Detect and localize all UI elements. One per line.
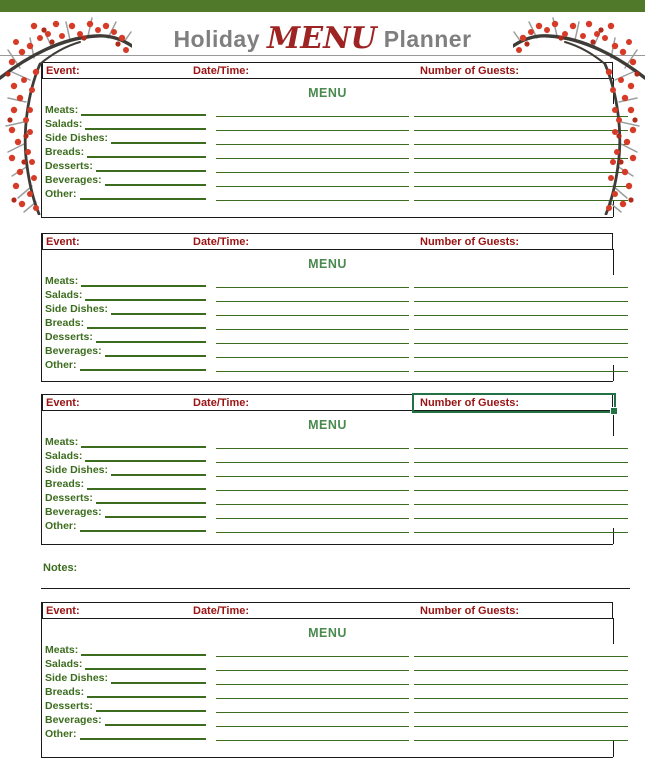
salads-field-col1[interactable] [45,657,206,670]
salads-input-line-2[interactable] [216,657,409,671]
meats-input-line-2[interactable] [216,643,409,657]
event-cell[interactable]: Event: [46,65,80,77]
menu-row-beverages [42,173,613,187]
sidedishes-input-line-2[interactable] [216,131,409,145]
salads-label: Salads: [45,289,83,301]
sidedishes-label: Side Dishes: [45,303,109,315]
meats-input-line-2[interactable] [216,103,409,117]
menu-row-salads [42,657,613,671]
other-input-line-2[interactable] [216,727,409,741]
desserts-input-line-1[interactable] [96,698,206,712]
desserts-label: Desserts: [45,492,93,504]
other-field-col1[interactable] [45,187,206,200]
desserts-input-line-2[interactable] [216,699,409,713]
page-title [0,20,645,55]
desserts-input-line-2[interactable] [216,159,409,173]
menu-row-desserts [42,159,613,173]
page-title-part2: Planner [383,26,472,52]
menu-row-desserts [42,699,613,713]
other-input-line-2[interactable] [216,187,409,201]
meats-label: Meats: [45,436,79,448]
menu-row-sidedishes [42,671,613,685]
menu-row-breads [42,477,613,491]
desserts-field-col1[interactable] [45,330,206,343]
breads-input-line-2[interactable] [216,145,409,159]
meats-input-line-1[interactable] [81,102,206,116]
breads-input-line-3[interactable] [414,477,628,491]
breads-field-col1[interactable] [45,685,206,698]
beverages-input-line-3[interactable] [414,344,628,358]
section-right-border-top [613,78,614,104]
breads-input-line-2[interactable] [216,685,409,699]
breads-field-col1[interactable] [45,477,206,490]
beverages-field-col1[interactable] [45,713,206,726]
beverages-input-line-2[interactable] [216,173,409,187]
desserts-input-line-3[interactable] [414,330,628,344]
sidedishes-input-line-3[interactable] [414,463,628,477]
breads-input-line-1[interactable] [87,315,206,329]
desserts-label: Desserts: [45,331,93,343]
section-header-row [42,233,613,250]
meats-label: Meats: [45,275,79,287]
meats-input-line-1[interactable] [81,642,206,656]
menu-row-meats [42,435,613,449]
menu-row-breads [42,145,613,159]
menu-row-breads [42,316,613,330]
planner-section-3 [41,394,613,545]
desserts-label: Desserts: [45,700,93,712]
other-input-line-1[interactable] [80,186,207,200]
menu-row-desserts [42,491,613,505]
guests-cell[interactable]: Number of Guests: [420,605,520,617]
breads-input-line-1[interactable] [87,144,206,158]
other-input-line-1[interactable] [80,726,207,740]
salads-label: Salads: [45,658,83,670]
meats-field-col1[interactable] [45,435,206,448]
datetime-cell[interactable]: Date/Time: [193,236,250,248]
breads-input-line-2[interactable] [216,477,409,491]
page-title-accent: MENU [267,21,377,56]
meats-input-line-2[interactable] [216,435,409,449]
menu-row-other [42,727,613,741]
breads-label: Breads: [45,478,85,490]
desserts-field-col1[interactable] [45,491,206,504]
section-header-row [42,62,613,79]
menu-rows [42,643,613,741]
salads-input-line-1[interactable] [85,116,206,130]
meats-field-col1[interactable] [45,274,206,287]
other-input-line-2[interactable] [216,519,409,533]
sidedishes-field-col1[interactable] [45,302,206,315]
other-input-line-3[interactable] [414,358,628,372]
meats-label: Meats: [45,104,79,116]
breads-input-line-1[interactable] [87,684,206,698]
menu-heading: MENU [308,418,347,432]
salads-field-col1[interactable] [45,288,206,301]
title-divider-line [0,55,645,56]
breads-input-line-2[interactable] [216,316,409,330]
sidedishes-input-line-2[interactable] [216,302,409,316]
breads-field-col1[interactable] [45,145,206,158]
menu-row-beverages [42,713,613,727]
planner-section-1 [41,62,613,218]
beverages-input-line-3[interactable] [414,713,628,727]
other-input-line-3[interactable] [414,187,628,201]
breads-input-line-1[interactable] [87,476,206,490]
menu-heading: MENU [308,86,347,100]
breads-label: Breads: [45,146,85,158]
sidedishes-field-col1[interactable] [45,671,206,684]
meats-input-line-3[interactable] [414,643,628,657]
event-cell[interactable]: Event: [46,605,80,617]
meats-input-line-2[interactable] [216,274,409,288]
desserts-input-line-3[interactable] [414,699,628,713]
beverages-input-line-1[interactable] [105,343,206,357]
meats-input-line-3[interactable] [414,274,628,288]
menu-row-beverages [42,344,613,358]
menu-rows [42,103,613,201]
other-input-line-3[interactable] [414,727,628,741]
salads-input-line-3[interactable] [414,449,628,463]
beverages-input-line-1[interactable] [105,504,206,518]
sidedishes-input-line-3[interactable] [414,131,628,145]
menu-heading: MENU [308,626,347,640]
beverages-field-col1[interactable] [45,344,206,357]
sidedishes-input-line-1[interactable] [111,130,206,144]
salads-input-line-1[interactable] [85,656,206,670]
meats-field-col1[interactable] [45,103,206,116]
sidedishes-label: Side Dishes: [45,672,109,684]
section-header-row [42,602,613,619]
sidedishes-label: Side Dishes: [45,132,109,144]
salads-input-line-2[interactable] [216,449,409,463]
breads-input-line-3[interactable] [414,316,628,330]
event-cell[interactable]: Event: [46,397,80,409]
notes-input-line[interactable] [41,588,630,589]
beverages-label: Beverages: [45,714,102,726]
beverages-input-line-2[interactable] [216,713,409,727]
meats-input-line-3[interactable] [414,103,628,117]
other-input-line-1[interactable] [80,518,207,532]
salads-label: Salads: [45,118,83,130]
other-label: Other: [45,188,77,200]
section-right-border-bottom [613,201,614,217]
beverages-input-line-2[interactable] [216,344,409,358]
salads-input-line-3[interactable] [414,117,628,131]
desserts-input-line-1[interactable] [96,490,206,504]
desserts-input-line-2[interactable] [216,330,409,344]
menu-row-salads [42,117,613,131]
selection-fill-handle[interactable] [610,407,618,415]
other-label: Other: [45,728,77,740]
menu-row-beverages [42,505,613,519]
beverages-input-line-1[interactable] [105,712,206,726]
salads-label: Salads: [45,450,83,462]
breads-input-line-3[interactable] [414,685,628,699]
menu-row-sidedishes [42,131,613,145]
sidedishes-input-line-1[interactable] [111,301,206,315]
menu-row-other [42,358,613,372]
beverages-input-line-1[interactable] [105,172,206,186]
breads-label: Breads: [45,686,85,698]
salads-input-line-2[interactable] [216,288,409,302]
sidedishes-label: Side Dishes: [45,464,109,476]
desserts-input-line-1[interactable] [96,329,206,343]
desserts-field-col1[interactable] [45,159,206,172]
salads-input-line-1[interactable] [85,448,206,462]
sidedishes-input-line-1[interactable] [111,670,206,684]
selected-cell-outline[interactable] [412,393,616,413]
meats-label: Meats: [45,644,79,656]
breads-label: Breads: [45,317,85,329]
beverages-input-line-3[interactable] [414,173,628,187]
beverages-label: Beverages: [45,345,102,357]
sidedishes-input-line-2[interactable] [216,671,409,685]
other-field-col1[interactable] [45,358,206,371]
sidedishes-input-line-1[interactable] [111,462,206,476]
other-field-col1[interactable] [45,727,206,740]
notes-label: Notes: [43,562,78,574]
menu-row-other [42,519,613,533]
salads-field-col1[interactable] [45,117,206,130]
top-green-bar [0,0,645,12]
salads-input-line-3[interactable] [414,288,628,302]
desserts-field-col1[interactable] [45,699,206,712]
desserts-input-line-3[interactable] [414,491,628,505]
menu-row-meats [42,274,613,288]
desserts-input-line-3[interactable] [414,159,628,173]
beverages-label: Beverages: [45,506,102,518]
page-title-part1: Holiday [173,26,261,52]
planner-section-4 [41,602,613,758]
salads-field-col1[interactable] [45,449,206,462]
menu-row-meats [42,643,613,657]
meats-field-col1[interactable] [45,643,206,656]
salads-input-line-3[interactable] [414,657,628,671]
breads-input-line-3[interactable] [414,145,628,159]
sidedishes-input-line-2[interactable] [216,463,409,477]
other-field-col1[interactable] [45,519,206,532]
datetime-cell[interactable]: Date/Time: [193,65,250,77]
other-label: Other: [45,359,77,371]
menu-row-salads [42,288,613,302]
other-input-line-1[interactable] [80,357,207,371]
beverages-input-line-2[interactable] [216,505,409,519]
guests-cell[interactable]: Number of Guests: [420,65,520,77]
planner-section-2 [41,233,613,382]
menu-row-other [42,187,613,201]
sidedishes-input-line-3[interactable] [414,671,628,685]
menu-rows [42,435,613,533]
beverages-label: Beverages: [45,174,102,186]
desserts-input-line-1[interactable] [96,158,206,172]
datetime-cell[interactable]: Date/Time: [193,397,250,409]
menu-row-sidedishes [42,463,613,477]
salads-input-line-1[interactable] [85,287,206,301]
sidedishes-field-col1[interactable] [45,463,206,476]
salads-input-line-2[interactable] [216,117,409,131]
menu-heading: MENU [308,257,347,271]
breads-field-col1[interactable] [45,316,206,329]
other-input-line-3[interactable] [414,519,628,533]
desserts-label: Desserts: [45,160,93,172]
section-header-row [42,394,613,411]
beverages-input-line-3[interactable] [414,505,628,519]
menu-row-desserts [42,330,613,344]
section-right-border-top [613,249,614,275]
meats-input-line-1[interactable] [81,273,206,287]
beverages-field-col1[interactable] [45,173,206,186]
sidedishes-field-col1[interactable] [45,131,206,144]
guests-cell[interactable]: Number of Guests: [420,397,520,409]
menu-row-meats [42,103,613,117]
guests-cell[interactable]: Number of Guests: [420,236,520,248]
other-label: Other: [45,520,77,532]
menu-row-salads [42,449,613,463]
menu-row-breads [42,685,613,699]
desserts-input-line-2[interactable] [216,491,409,505]
meats-input-line-1[interactable] [81,434,206,448]
menu-rows [42,274,613,372]
beverages-field-col1[interactable] [45,505,206,518]
sidedishes-input-line-3[interactable] [414,302,628,316]
other-input-line-2[interactable] [216,358,409,372]
section-right-border-bottom [613,741,614,757]
menu-row-sidedishes [42,302,613,316]
meats-input-line-3[interactable] [414,435,628,449]
section-right-border-top [613,618,614,644]
datetime-cell[interactable]: Date/Time: [193,605,250,617]
event-cell[interactable]: Event: [46,236,80,248]
